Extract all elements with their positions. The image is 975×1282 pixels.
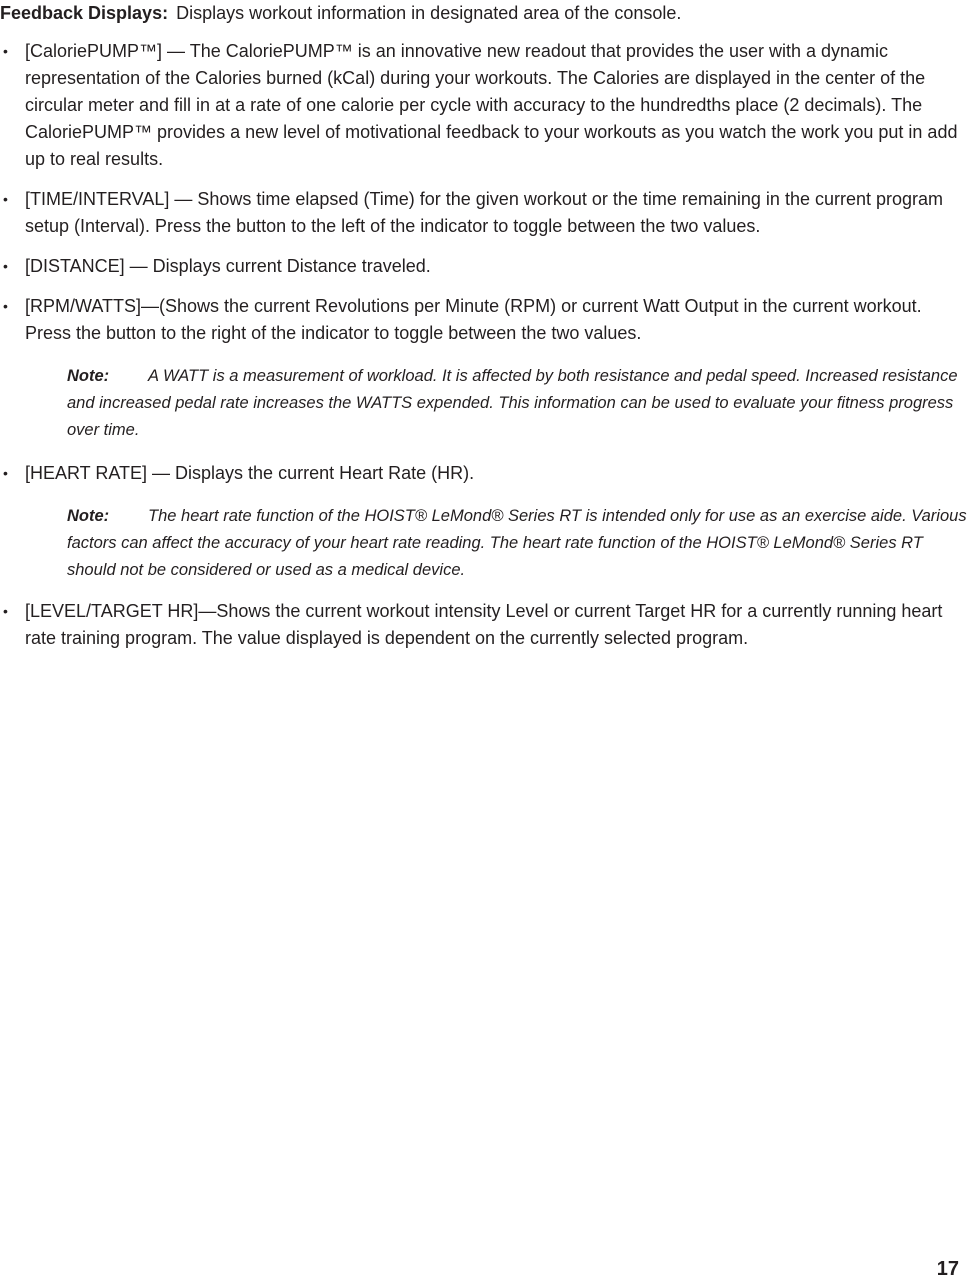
bullet-icon: • (3, 465, 8, 481)
note-label: Note: (67, 507, 110, 525)
list-item-text: [HEART RATE] — Displays the current Heart Rate (HR). (25, 463, 475, 483)
list-item-text: [CaloriePUMP™] — The CaloriePUMP™ is an innovative new readout that provides the user with a dynamic representation of the Calories burned (kCal) during your workouts. The Calories are displayed in the center of the circular meter and fill in at a rate of one calorie per cycle with accuracy to the hundredths place (2 decimals). The CaloriePUMP™ provides a new level of motivational feedback to your workouts as you watch the work you put in add up to real results. (25, 41, 958, 169)
page-number: 17 (936, 1258, 959, 1280)
list-item-text: [LEVEL/TARGET HR]—Shows the current workout intensity Level or current Target HR for a currently running heart rate training program. The value displayed is dependent on the currently selected program. (25, 601, 943, 648)
list-item-time-interval (0, 186, 969, 240)
note-text: The heart rate function of the HOIST® LeMond® Series RT is intended only for use as an exercise aide. Various factors can affect the accuracy of your heart rate reading. The heart rate function of the HOIST® LeMond® Series RT should not be considered or used as a medical device. (67, 507, 967, 579)
list-item-caloriepump (0, 38, 969, 173)
bullet-icon: • (3, 43, 8, 59)
section-heading-label: Feedback Displays: (0, 3, 169, 23)
note-watts (0, 363, 972, 444)
list-item-text: [DISTANCE] — Displays current Distance traveled. (25, 256, 431, 276)
bullet-icon: • (3, 603, 8, 619)
note-text: A WATT is a measurement of workload. It is affected by both resistance and pedal speed. Increased resistance and increased pedal rate increases the WATTS expended. This information can be used to evaluate your fitness progress over time. (67, 367, 958, 439)
note-heart-rate (0, 503, 972, 584)
feedback-display-list (0, 38, 975, 652)
list-item-heart-rate (0, 460, 969, 487)
bullet-icon: • (3, 258, 8, 274)
section-heading (0, 2, 970, 24)
list-item-text: [TIME/INTERVAL] — Shows time elapsed (Time) for the given workout or the time remaining in the current program setup (Interval). Press the button to the left of the indicator to toggle between the two values. (25, 189, 944, 236)
list-item-level-target-hr (0, 598, 969, 652)
bullet-icon: • (3, 298, 8, 314)
list-item-text: [RPM/WATTS]—(Shows the current Revolutions per Minute (RPM) or current Watt Output in the current workout. Press the button to the right of the indicator to toggle between the two values. (25, 296, 922, 343)
section-heading-text: Displays workout information in designated area of the console. (176, 3, 682, 23)
list-item-distance (0, 253, 969, 280)
list-item-rpm-watts (0, 293, 969, 347)
note-label: Note: (67, 367, 110, 385)
bullet-icon: • (3, 191, 8, 207)
